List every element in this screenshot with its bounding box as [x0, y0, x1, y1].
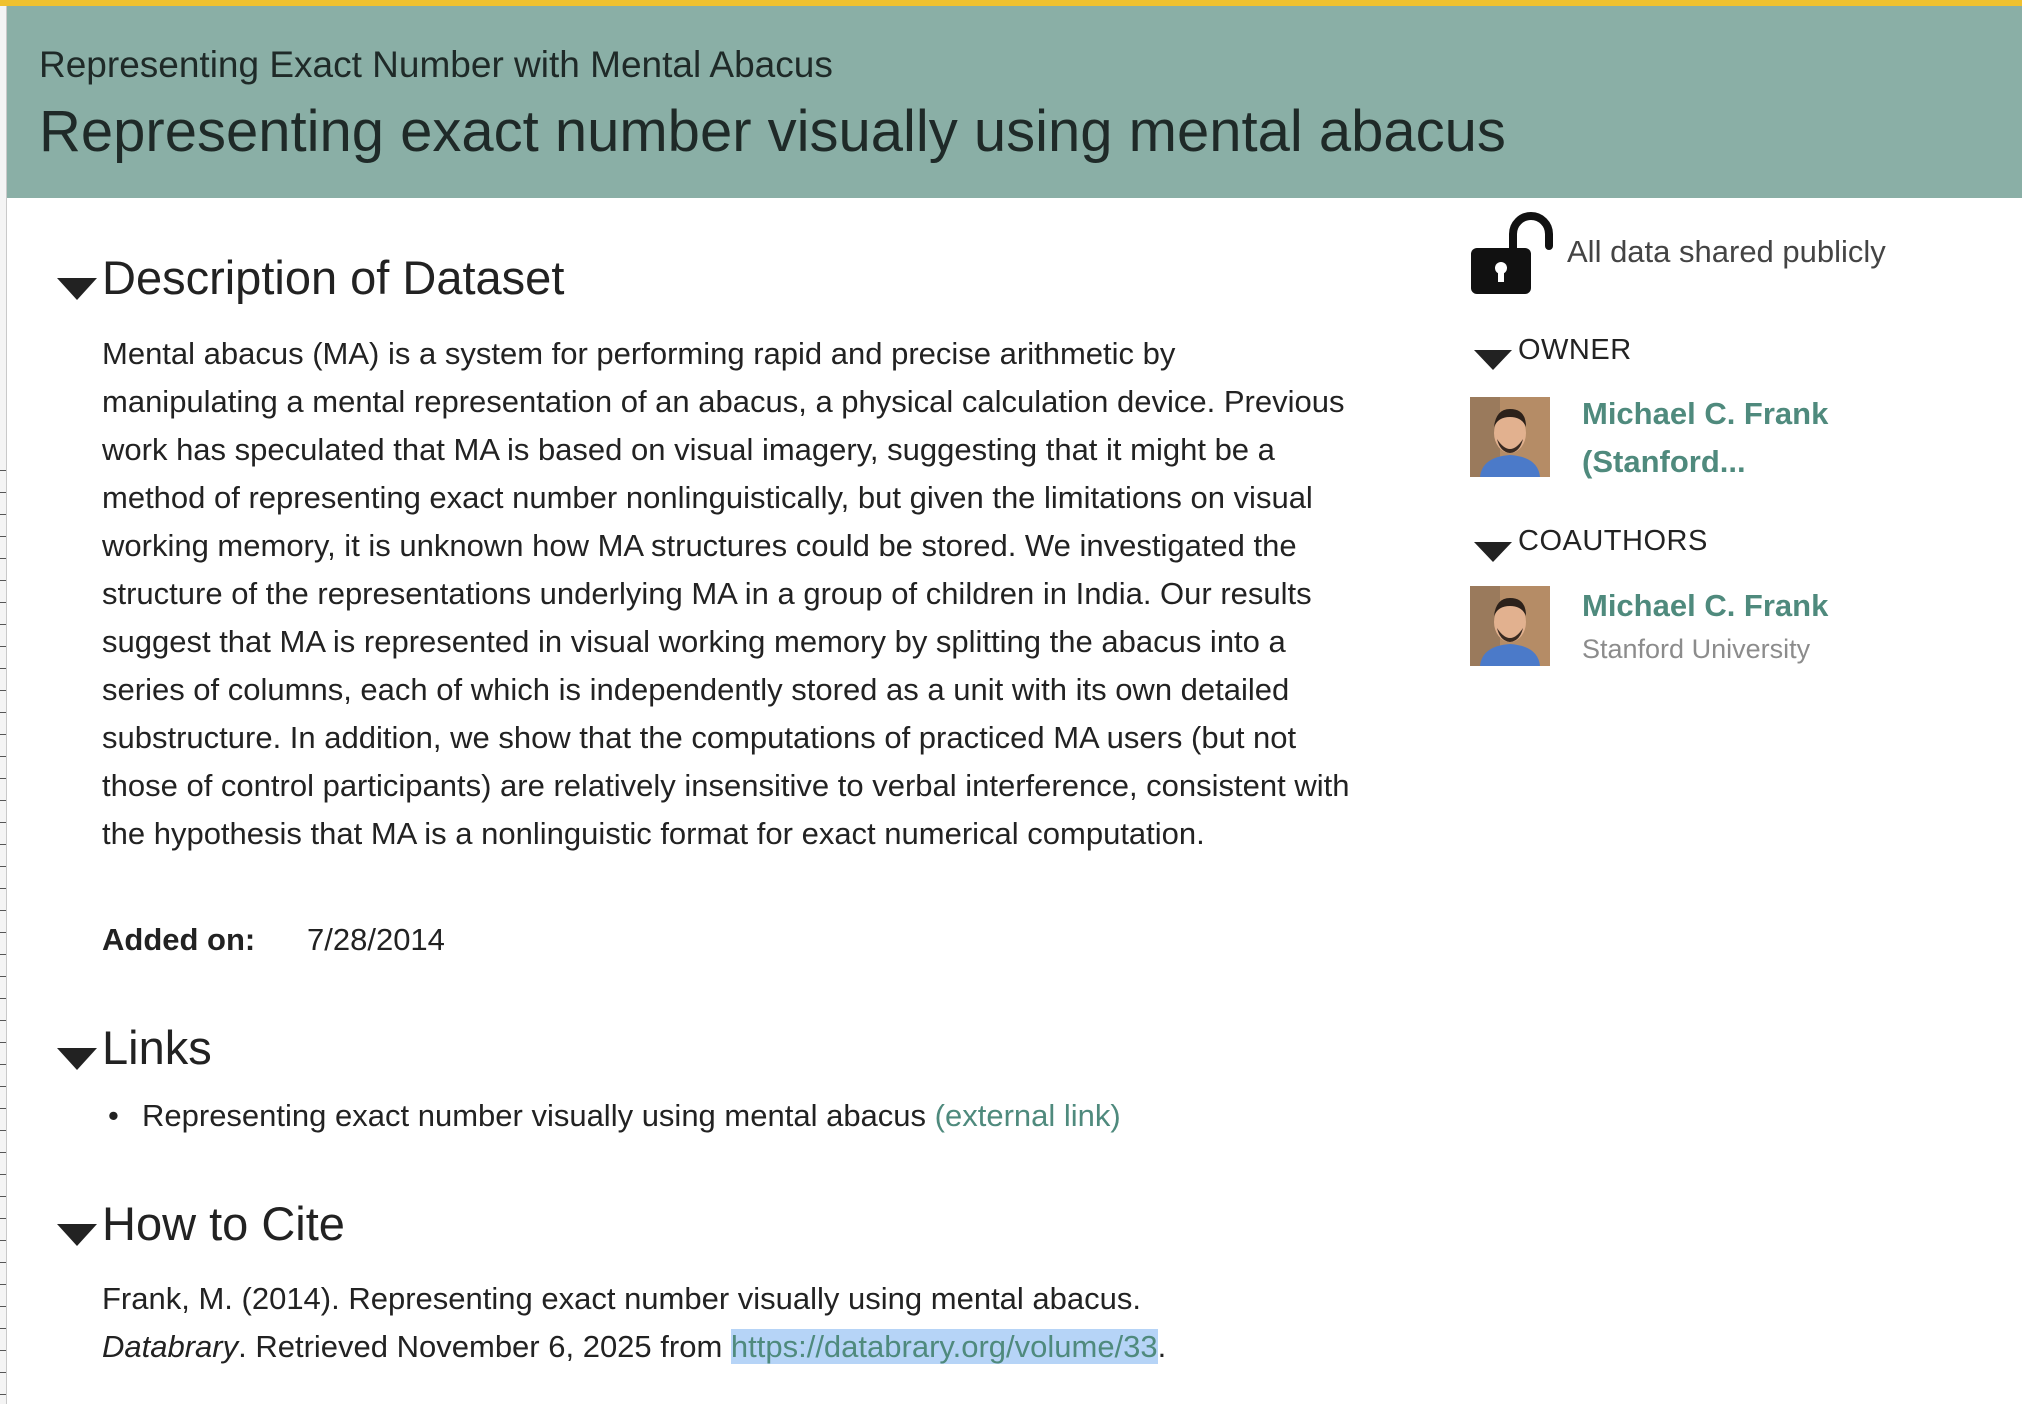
ruler-tick — [0, 470, 6, 471]
ruler-tick — [0, 1372, 6, 1373]
ruler-tick — [0, 1240, 6, 1241]
ruler-tick — [0, 1284, 6, 1285]
ruler-tick — [0, 1328, 6, 1329]
links-list — [102, 1098, 1121, 1134]
citation-journal: Databrary — [102, 1329, 239, 1364]
ruler-tick — [0, 514, 6, 515]
ruler-tick — [0, 1262, 6, 1263]
ruler-tick — [0, 1130, 6, 1131]
ruler-tick — [0, 1174, 6, 1175]
caret-down-icon[interactable] — [1474, 542, 1512, 562]
citation-text — [102, 1275, 1282, 1371]
ruler-tick — [0, 1042, 6, 1043]
ruler-tick — [0, 1394, 6, 1395]
ruler-tick — [0, 536, 6, 537]
ruler-tick — [0, 1108, 6, 1109]
ruler-tick — [0, 910, 6, 911]
ruler-tick — [0, 1350, 6, 1351]
ruler-tick — [0, 1218, 6, 1219]
cite-heading[interactable]: How to Cite — [102, 1197, 345, 1250]
links-heading[interactable]: Links — [102, 1021, 212, 1074]
owner-heading[interactable]: OWNER — [1518, 334, 1632, 366]
ruler-tick — [0, 492, 6, 493]
page-header-banner — [7, 6, 2022, 198]
added-on-label: Added on: — [102, 922, 256, 957]
ruler-tick — [0, 1152, 6, 1153]
external-link[interactable]: (external link) — [934, 1098, 1121, 1133]
ruler-tick — [0, 998, 6, 999]
added-on-value: 7/28/2014 — [307, 922, 445, 957]
citation-retrieved: . Retrieved November 6, 2025 from — [238, 1329, 731, 1364]
ruler-tick — [0, 756, 6, 757]
ruler-tick — [0, 690, 6, 691]
ruler-tick — [0, 558, 6, 559]
coauthor-name[interactable]: Michael C. Frank — [1582, 588, 1829, 623]
description-text: Mental abacus (MA) is a system for performing rapid and precise arithmetic by manipulating a mental representation of an abacus, a physical calculation device. Previous work has speculated that MA is based on visual imagery, suggesting that it might be a method of representing exact number nonlinguistically, but given the limitations on visual working memory, it is unknown how MA structures could be stored. We investigated the structure of the representations underlying MA in a group of children in India. Our results suggest that MA is represented in visual working memory by splitting the abacus into a series of columns, each of which is independently stored as a unit with its own detailed substructure. In addition, we show that the computations of practiced MA users (but not those of control participants) are relatively insensitive to verbal interference, consistent with the hypothesis that MA is a nonlinguistic format for exact numerical computation. — [102, 336, 1350, 851]
ruler-tick — [0, 932, 6, 933]
citation-end: . — [1157, 1329, 1167, 1364]
coauthor-avatar[interactable] — [1470, 586, 1550, 666]
added-on-row — [102, 922, 445, 958]
page-title: Representing exact number visually using mental abacus — [39, 99, 1506, 164]
citation-url[interactable]: https://databrary.org/volume/33 — [730, 1329, 1158, 1364]
citation-author: Frank, M. (2014). Representing exact number visually using mental abacus. — [102, 1281, 1141, 1316]
caret-down-icon[interactable] — [1474, 350, 1512, 370]
ruler-tick — [0, 888, 6, 889]
ruler-tick — [0, 1086, 6, 1087]
ruler-tick — [0, 624, 6, 625]
ruler-tick — [0, 954, 6, 955]
bullet: • — [108, 1098, 119, 1133]
ruler-tick — [0, 1020, 6, 1021]
ruler-tick — [0, 822, 6, 823]
left-edge-ruler — [0, 0, 7, 1404]
owner-avatar[interactable] — [1470, 397, 1550, 477]
ruler-tick — [0, 1064, 6, 1065]
list-item — [102, 1098, 1121, 1134]
volume-subtitle: Representing Exact Number with Mental Abacus — [39, 44, 833, 85]
ruler-tick — [0, 646, 6, 647]
ruler-tick — [0, 712, 6, 713]
unlock-icon — [1469, 212, 1553, 296]
ruler-tick — [0, 1196, 6, 1197]
caret-down-icon[interactable] — [57, 278, 97, 300]
coauthors-heading[interactable]: COAUTHORS — [1518, 525, 1708, 557]
ruler-tick — [0, 866, 6, 867]
ruler-tick — [0, 1306, 6, 1307]
owner-name-line1: Michael C. Frank — [1582, 396, 1829, 431]
owner-name[interactable] — [1582, 390, 1828, 486]
ruler-tick — [0, 778, 6, 779]
description-heading[interactable]: Description of Dataset — [102, 251, 565, 304]
ruler-tick — [0, 668, 6, 669]
ruler-tick — [0, 602, 6, 603]
sharing-status: All data shared publicly — [1567, 234, 1886, 269]
caret-down-icon[interactable] — [57, 1048, 97, 1070]
caret-down-icon[interactable] — [57, 1224, 97, 1246]
ruler-tick — [0, 800, 6, 801]
owner-name-line2: (Stanford... — [1582, 444, 1746, 479]
ruler-tick — [0, 734, 6, 735]
ruler-tick — [0, 976, 6, 977]
link-title: Representing exact number visually using mental abacus — [142, 1098, 927, 1133]
ruler-tick — [0, 580, 6, 581]
ruler-tick — [0, 844, 6, 845]
coauthor-affiliation: Stanford University — [1582, 634, 1811, 664]
